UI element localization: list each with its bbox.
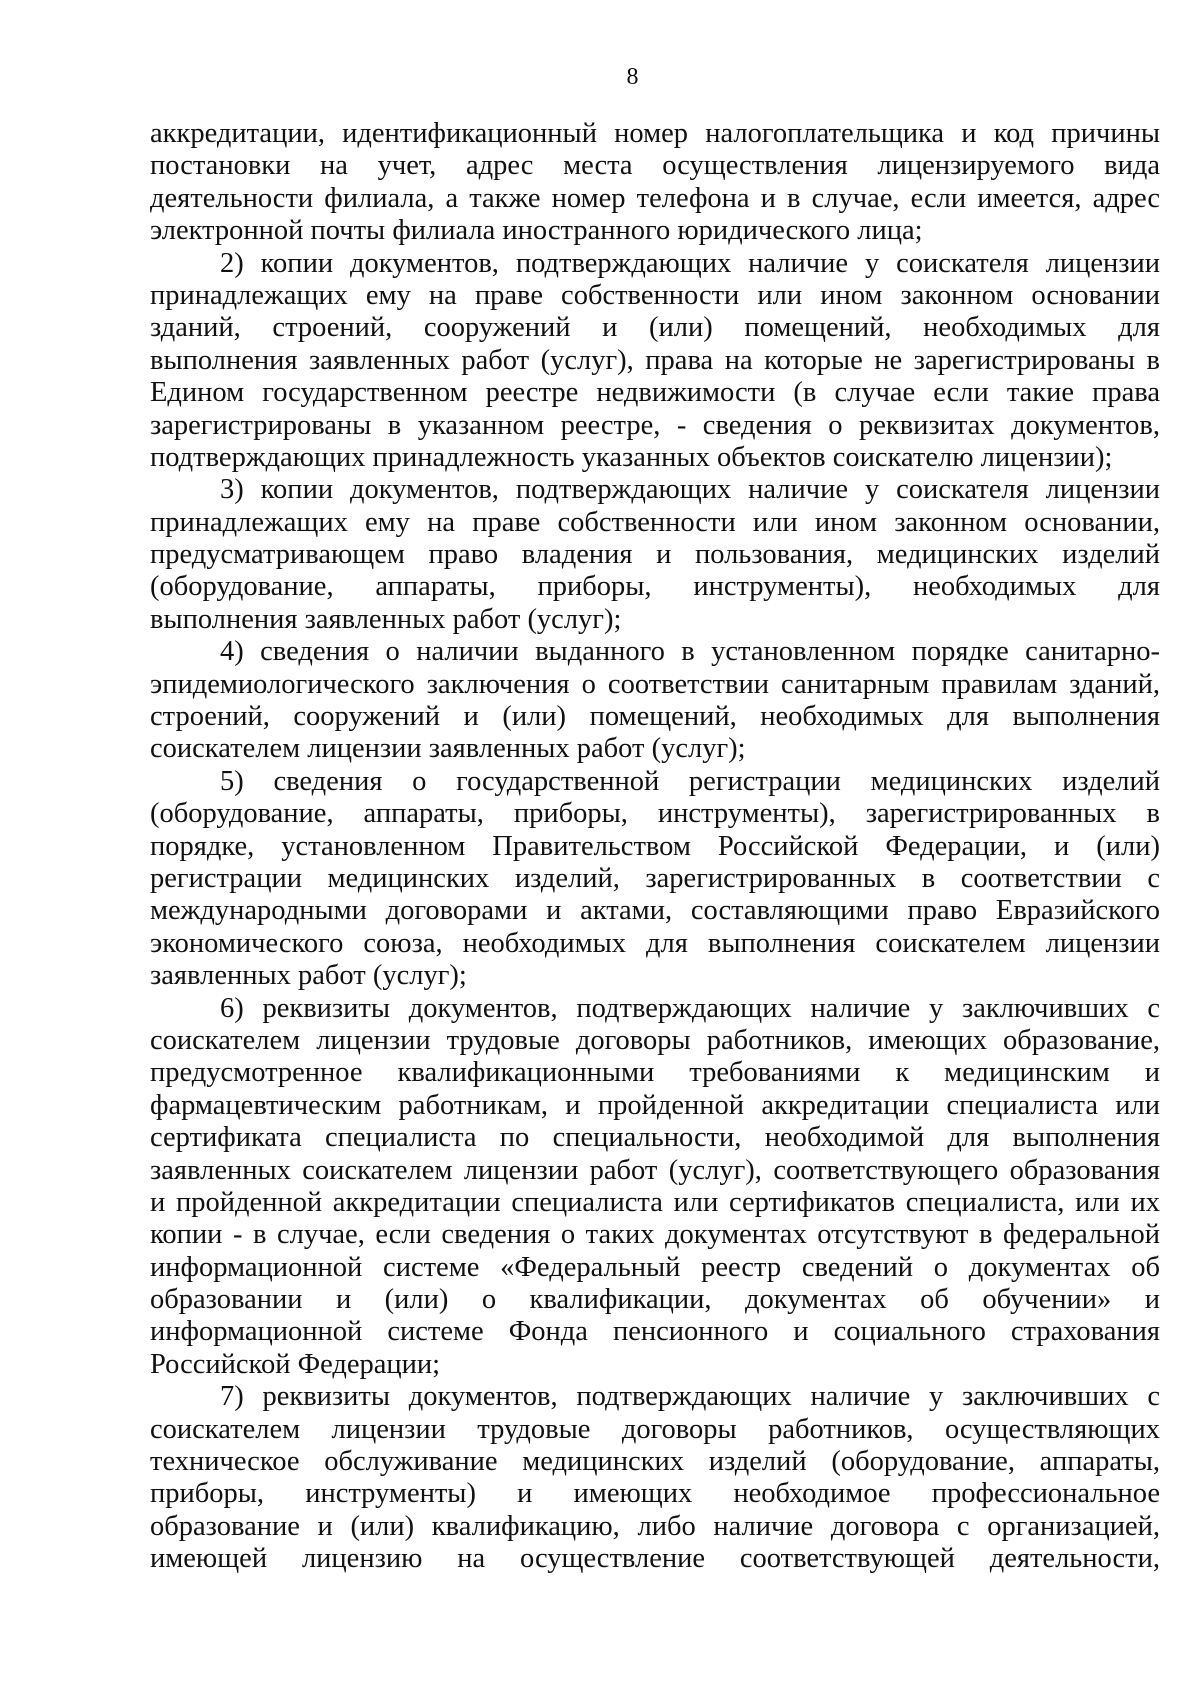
text-line: строений, сооружений и (или) помещений, необходимых для выполнения [150,701,1160,733]
text-line: международными договорами и актами, составляющими право Евразийского [150,895,1160,927]
text-line: выполнения заявленных работ (услуг), права на которые не зарегистрированы в [150,344,1160,376]
text-line: соискателем лицензии трудовые договоры работников, имеющих образование, [150,1024,1160,1056]
text-line: информационной системе «Федеральный реестр сведений о документах об [150,1251,1160,1283]
text-line: соискателем лицензии заявленных работ (услуг); [150,733,746,765]
text-line: Едином государственном реестре недвижимости (в случае если такие права [150,377,1160,409]
text-line: сертификата специалиста по специальности, необходимой для выполнения [150,1122,1160,1154]
text-line: заявленных работ (услуг); [150,960,467,992]
text-line: зданий, строений, сооружений и (или) помещений, необходимых для [150,312,1160,344]
text-line: 4) сведения о наличии выданного в установленном порядке санитарно- [220,636,1160,668]
text-line: постановки на учет, адрес места осуществления лицензируемого вида [150,150,1160,182]
text-line: электронной почты филиала иностранного юридического лица; [150,215,923,247]
text-line: копии - в случае, если сведения о таких документах отсутствуют в федеральной [150,1219,1160,1251]
page-number: 8 [626,64,639,90]
text-line: принадлежащих ему на праве собственности или ином законном основании, [150,506,1160,538]
text-line: порядке, установленном Правительством Российской Федерации, и (или) [150,830,1160,862]
text-line: 3) копии документов, подтверждающих наличие у соискателя лицензии [220,474,1160,506]
paragraph [150,766,1160,993]
text-line: регистрации медицинских изделий, зарегистрированных в соответствии с [150,862,1160,894]
text-line: предусматривающем право владения и пользования, медицинских изделий [150,539,1160,571]
text-line: техническое обслуживание медицинских изделий (оборудование, аппараты, [150,1446,1160,1478]
text-line: аккредитации, идентификационный номер налогоплательщика и код причины [150,118,1160,149]
text-line: образовании и (или) о квалификации, документах об обучении» и [150,1284,1160,1316]
text-line: образование и (или) квалификацию, либо наличие договора с организацией, [150,1510,1160,1542]
paragraph [150,1381,1160,1575]
text-line: зарегистрированы в указанном реестре, - сведения о реквизитах документов, [150,409,1160,441]
paragraph [150,474,1160,636]
text-line: 2) копии документов, подтверждающих наличие у соискателя лицензии [220,247,1160,279]
text-line: принадлежащих ему на праве собственности или ином законном основании [150,279,1160,311]
text-line: (оборудование, аппараты, приборы, инструменты), зарегистрированных в [150,798,1160,830]
document-body [150,118,1160,1576]
paragraph [150,993,1160,1382]
text-line: 5) сведения о государственной регистрации медицинских изделий [220,765,1160,797]
text-line: 7) реквизиты документов, подтверждающих наличие у заключивших с [220,1381,1160,1413]
text-line: и пройденной аккредитации специалиста или сертификатов специалиста, или их [150,1186,1160,1218]
text-line: эпидемиологического заключения о соответствии санитарным правилам зданий, [150,668,1160,700]
paragraph [150,636,1160,766]
text-line: имеющей лицензию на осуществление соответствующей деятельности, [150,1543,1160,1575]
text-line: выполнения заявленных работ (услуг); [150,603,622,635]
paragraph [150,118,1160,248]
text-line: Российской Федерации; [150,1348,441,1380]
text-line: деятельности филиала, а также номер телефона и в случае, если имеется, адрес [150,182,1160,214]
text-line: (оборудование, аппараты, приборы, инструменты), необходимых для [150,571,1160,603]
text-line: 6) реквизиты документов, подтверждающих наличие у заключивших с [220,992,1160,1024]
text-line: подтверждающих принадлежность указанных объектов соискателю лицензии); [150,441,1113,473]
text-line: приборы, инструменты) и имеющих необходимое профессиональное [150,1478,1160,1510]
text-line: экономического союза, необходимых для выполнения соискателем лицензии [150,927,1160,959]
paragraph [150,248,1160,475]
text-line: информационной системе Фонда пенсионного и социального страхования [150,1316,1160,1348]
text-line: фармацевтическим работникам, и пройденной аккредитации специалиста или [150,1089,1160,1121]
text-line: заявленных соискателем лицензии работ (услуг), соответствующего образования [150,1154,1160,1186]
text-line: соискателем лицензии трудовые договоры работников, осуществляющих [150,1413,1160,1445]
text-line: предусмотренное квалификационными требованиями к медицинским и [150,1057,1160,1089]
